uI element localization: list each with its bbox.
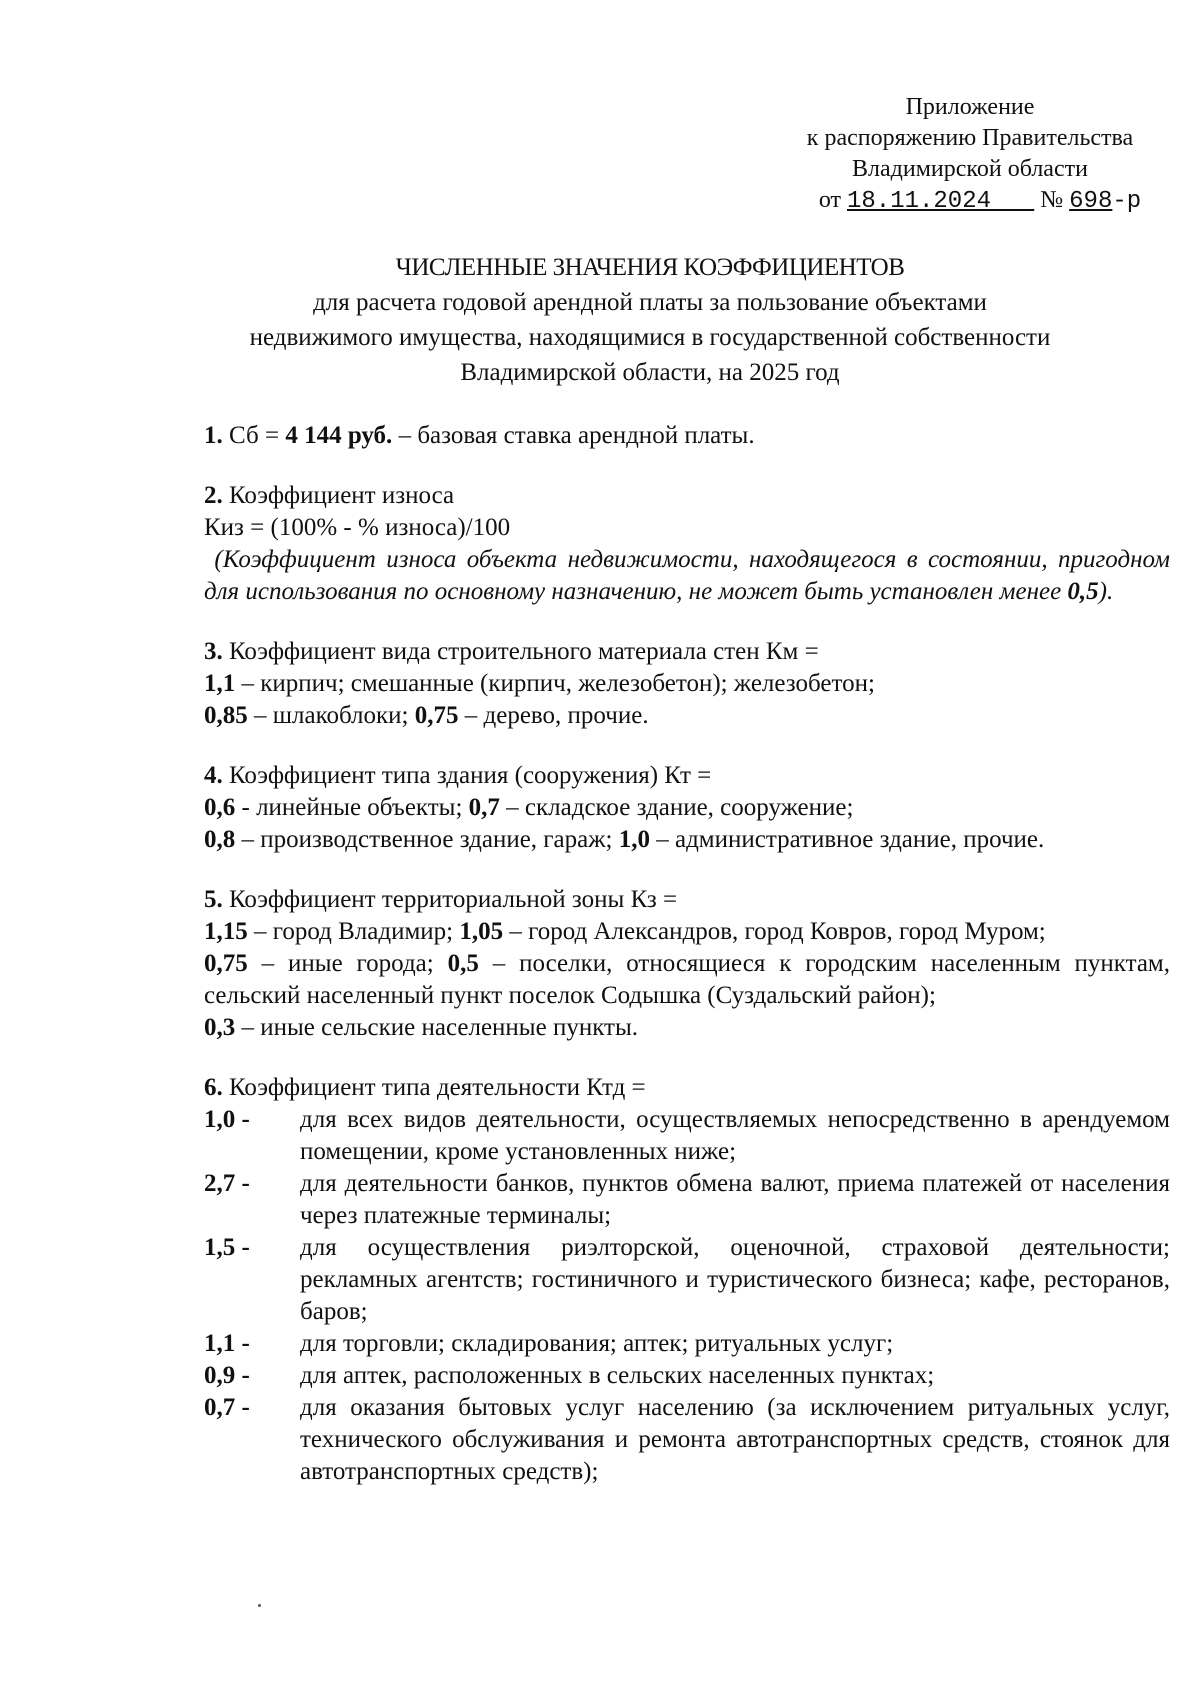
coef-value: 0,7: [468, 794, 500, 821]
header-region: Владимирской области: [852, 156, 1088, 182]
document-title: [150, 250, 1150, 390]
section-heading: Коэффициент типа здания (сооружения) Кт =: [222, 762, 712, 789]
coef-text: – производственное здание, гараж;: [235, 826, 619, 853]
scan-speck: [258, 1604, 261, 1607]
coef-value: 0,75: [414, 702, 459, 729]
list-item: [204, 1360, 1170, 1392]
coef-text: – иные сельские населенные пункты.: [235, 1014, 638, 1041]
activity-value: 1,5 -: [204, 1234, 250, 1261]
section-heading: Коэффициент территориальной зоны Кз =: [222, 886, 678, 913]
activity-text: для аптек, расположенных в сельских населенных пунктах;: [300, 1362, 935, 1389]
activity-text: для всех видов деятельности, осуществляемых непосредственно в арендуемом помещении, кроме установленных ниже;: [300, 1106, 1170, 1165]
coef-text: – кирпич; смешанные (кирпич, железобетон); железобетон;: [235, 670, 875, 697]
section-building-type-coefficient: [204, 760, 1170, 856]
header-date-number: [790, 185, 1170, 217]
coef-value: 0,6: [204, 794, 236, 821]
coef-text: – шлакоблоки;: [247, 702, 415, 729]
section-activity-coefficient: [204, 1072, 1170, 1488]
coef-value: 0,8: [204, 826, 236, 853]
list-item: [204, 1168, 1170, 1232]
activity-value: 0,9 -: [204, 1362, 250, 1389]
coef-value: 1,05: [459, 918, 504, 945]
section-material-coefficient: [204, 636, 1170, 732]
wear-note: [204, 544, 1170, 608]
section-zone-coefficient: [204, 884, 1170, 1044]
header-order-ref: к распоряжению Правительства: [806, 125, 1134, 151]
section-base-rate: [204, 420, 1170, 452]
activity-value: 1,0 -: [204, 1106, 250, 1133]
order-number-suffix: -р: [1112, 188, 1142, 215]
coef-text: – административное здание, прочие.: [649, 826, 1045, 853]
coef-text: – город Владимир;: [247, 918, 460, 945]
document-header: [780, 92, 1160, 217]
coef-value: 0,5: [447, 950, 479, 977]
coef-text: – поселки, относящиеся к городским населенным пунктам, сельский населенный пункт поселок Содышка (Суздальский район);: [204, 950, 1170, 1009]
section-heading: Коэффициент износа: [222, 482, 455, 509]
coef-value: 1,1: [204, 670, 236, 697]
coef-value: 0,3: [204, 1014, 236, 1041]
coef-value: 1,15: [204, 918, 248, 945]
wear-note-min-value: 0,5: [1067, 578, 1099, 605]
order-date: 18.11.2024: [846, 188, 992, 215]
wear-formula: Киз = (100% - % износа)/100: [204, 514, 511, 541]
coef-text: – город Александров, город Ковров, город Муром;: [503, 918, 1046, 945]
activity-text: для осуществления риэлторской, оценочной, страховой деятельности; рекламных агентств; гостиничного и туристического бизнеса; кафе, ресторанов, баров;: [300, 1234, 1170, 1325]
coef-text: - линейные объекты;: [235, 794, 469, 821]
list-item: [204, 1232, 1170, 1328]
number-prefix: №: [1040, 187, 1064, 213]
wear-note-text: (Коэффициент износа объекта недвижимости, находящегося в состоянии, пригодном для использования по основному назначению, не может быть установлен менее: [204, 546, 1170, 605]
base-rate-text: – базовая ставка арендной платы.: [392, 422, 755, 449]
section-number: 1.: [204, 422, 223, 449]
list-item: [204, 1328, 1170, 1360]
base-rate-value: 4 144 руб.: [285, 422, 393, 449]
header-appendix: Приложение: [905, 94, 1035, 120]
title-main: ЧИСЛЕННЫЕ ЗНАЧЕНИЯ КОЭФФИЦИЕНТОВ: [395, 254, 905, 281]
section-wear-coefficient: [204, 480, 1170, 608]
base-rate-label: Сб =: [222, 422, 286, 449]
activity-text: для оказания бытовых услуг населению (за исключением ритуальных услуг, технического обслуживания и ремонта автотранспортных средств, стоянок для автотранспортных средств);: [300, 1394, 1170, 1485]
coef-text: – складское здание, сооружение;: [499, 794, 854, 821]
coef-value: 0,85: [204, 702, 248, 729]
activity-list: [204, 1104, 1170, 1488]
section-heading: Коэффициент вида строительного материала стен Км =: [222, 638, 819, 665]
section-number: 2.: [204, 482, 223, 509]
section-number: 4.: [204, 762, 223, 789]
coef-text: – дерево, прочие.: [458, 702, 649, 729]
activity-value: 2,7 -: [204, 1170, 250, 1197]
section-number: 5.: [204, 886, 223, 913]
section-number: 6.: [204, 1074, 223, 1101]
date-prefix: от: [818, 187, 841, 213]
title-line-2: для расчета годовой арендной платы за пользование объектами: [313, 289, 987, 316]
coef-value: 1,0: [618, 826, 650, 853]
coef-text: – иные города;: [247, 950, 448, 977]
coef-value: 0,75: [204, 950, 248, 977]
list-item: [204, 1104, 1170, 1168]
activity-value: 1,1 -: [204, 1330, 250, 1357]
order-number: 698: [1069, 188, 1113, 215]
section-number: 3.: [204, 638, 223, 665]
wear-note-end: ).: [1098, 578, 1114, 605]
section-heading: Коэффициент типа деятельности Ктд =: [222, 1074, 646, 1101]
list-item: [204, 1392, 1170, 1488]
title-line-3: недвижимого имущества, находящимися в государственной собственности: [249, 324, 1051, 351]
activity-value: 0,7 -: [204, 1394, 250, 1421]
document-body: [204, 420, 1170, 1516]
title-line-4: Владимирской области, на 2025 год: [460, 359, 840, 386]
activity-text: для торговли; складирования; аптек; ритуальных услуг;: [300, 1330, 894, 1357]
activity-text: для деятельности банков, пунктов обмена валют, приема платежей от населения через платежные терминалы;: [300, 1170, 1170, 1229]
